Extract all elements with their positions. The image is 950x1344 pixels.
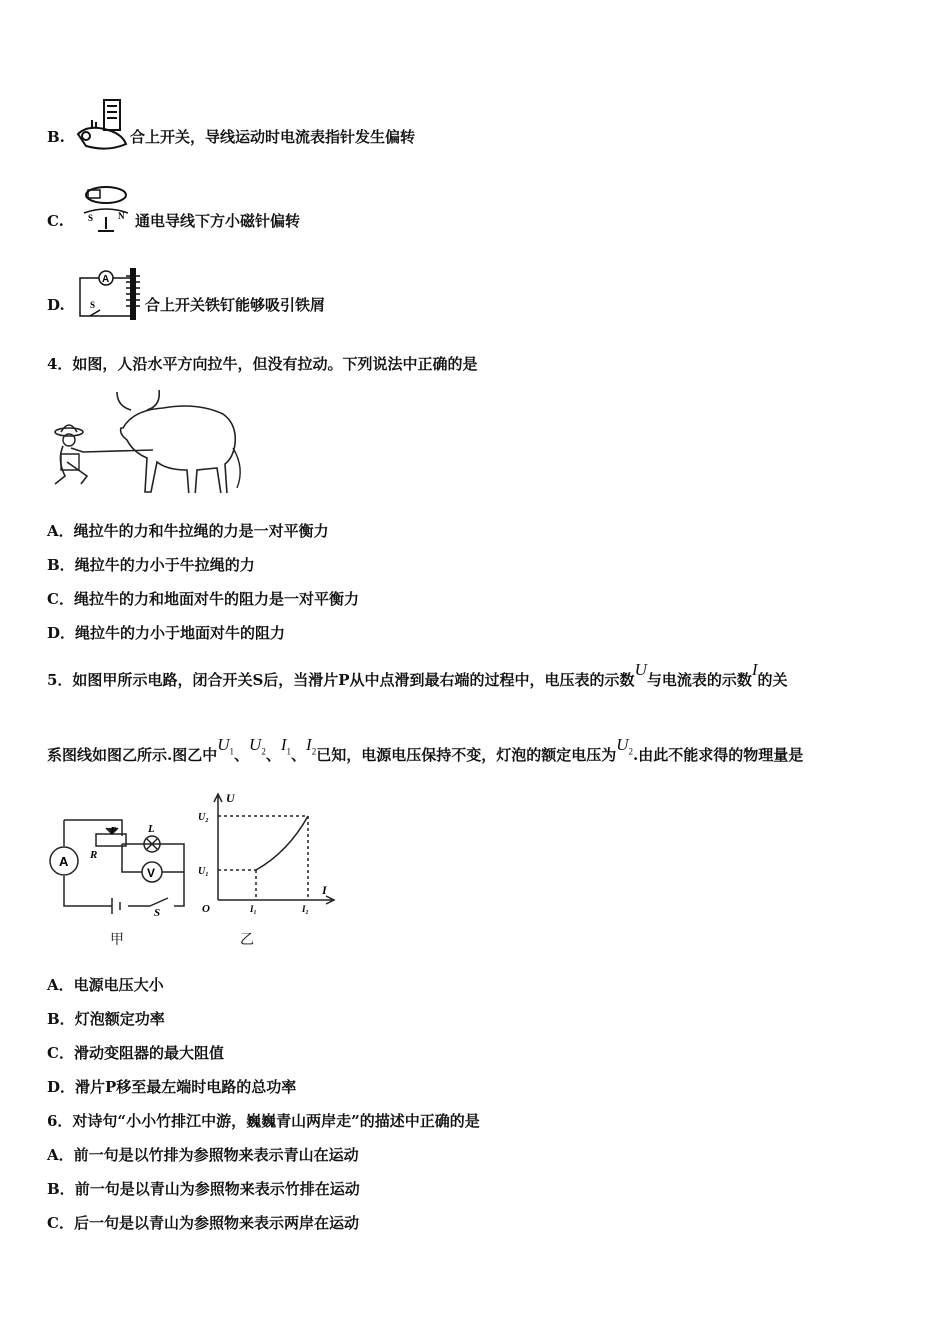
option-label: C. [47,212,64,230]
option-label: A． [47,522,74,540]
symbol-u2-rated: $U_2$ [616,735,633,757]
q5-stem-part: 的关 [757,671,788,689]
option-text: 电源电压大小 [73,976,164,994]
ammeter-label: A [59,854,69,869]
option-label: B． [47,1010,75,1028]
ammeter-label: A [102,274,110,285]
symbol-u: U [634,660,647,679]
q3-option-d-text: 合上开关铁钉能够吸引铁屑 [145,296,326,314]
i1-tick-label: I₁ [250,904,257,914]
option-label: C． [47,1044,74,1062]
q6-option-b [47,1179,360,1199]
switch-label: S [90,300,96,310]
electromagnet-figure [76,266,142,322]
q4-option-d [47,623,285,643]
i2-tick-label: I₂ [302,904,309,914]
q3-option-b-text: 合上开关，导线运动时电流表指针发生偏转 [130,128,416,146]
q5-stem-part: 5．如图甲所示电路，闭合开关S后，当滑片P从中点滑到最右端的过程中，电压表的示数 [47,671,635,689]
u-i-graph-yi [196,788,338,918]
option-text: 前一句是以青山为参照物来表示竹排在运动 [74,1180,360,1198]
q4-stem: 4．如图，人沿水平方向拉牛，但没有拉动。下列说法中正确的是 [47,355,478,373]
caption-jia: 甲 [110,932,124,948]
switch-label: S [154,907,161,918]
option-label: A． [47,1146,74,1164]
generator-figure [72,98,130,150]
symbol-u2: $U_2$ [249,735,266,757]
q5-option-a [47,975,164,995]
option-label: B. [47,128,65,146]
symbol-u1: $U_1$ [217,735,235,757]
q4-option-c [47,589,359,609]
option-text: 灯泡额定功率 [74,1010,165,1028]
option-text: 后一句是以青山为参照物来表示两岸在运动 [73,1214,359,1232]
slider-label: P [110,825,117,837]
q6-option-c [47,1213,359,1233]
option-label: A． [47,976,74,994]
symbol-i1: $I_1$ [280,735,291,757]
option-label: D． [47,1078,76,1096]
q3-option-b [47,127,65,147]
u1-tick-label: U₁ [198,866,209,877]
q5-stem-part: 系图线如图乙所示.图乙中 [47,746,218,764]
q3-option-c [47,211,64,231]
q4-option-a [47,521,329,541]
option-text: 绳拉牛的力小于地面对牛的阻力 [75,624,286,642]
q5-option-d [47,1077,296,1097]
q5-stem-line1 [47,660,788,690]
q6-stem: 6．对诗句“小小竹排江中游，巍巍青山两岸走”的描述中正确的是 [47,1112,480,1130]
option-label: B． [47,556,75,574]
caption-yi: 乙 [240,932,254,948]
option-text: 绳拉牛的力和牛拉绳的力是一对平衡力 [73,522,329,540]
voltmeter-label: V [147,866,156,880]
y-axis-label: U [226,791,235,805]
option-text: 滑片P移至最左端时电路的总功率 [75,1078,297,1096]
q3-option-d [47,295,65,315]
circuit-diagram-jia [44,808,194,918]
lamp-label: L [148,823,155,835]
magnet-s-label: S [88,213,94,223]
option-label: D． [47,624,76,642]
resistor-label: R [90,849,98,861]
separator: 、 [234,746,250,764]
u2-tick-label: U₂ [198,812,209,823]
x-axis-label: I [322,883,327,897]
symbol-i: I [751,660,758,679]
q3-option-c-text: 通电导线下方小磁针偏转 [135,212,301,230]
q4-option-b [47,555,255,575]
option-label: C． [47,1214,74,1232]
man-pulling-ox-figure [47,388,252,493]
separator: 、 [265,746,281,764]
q5-option-b [47,1009,165,1029]
option-text: 前一句是以竹排为参照物来表示青山在运动 [73,1146,359,1164]
q6-option-a [47,1145,359,1165]
option-label: B． [47,1180,75,1198]
option-label: D. [47,296,65,314]
q5-stem-part: .由此不能求得的物理量是 [632,746,804,764]
oersted-figure [74,183,134,239]
option-text: 滑动变阻器的最大阻值 [73,1044,224,1062]
option-text: 绳拉牛的力小于牛拉绳的力 [74,556,255,574]
q5-stem-part: 与电流表的示数 [646,671,752,689]
symbol-i2: $I_2$ [306,735,317,757]
separator: 、 [291,746,307,764]
option-text: 绳拉牛的力和地面对牛的阻力是一对平衡力 [73,590,359,608]
q5-stem-part: 已知，电源电压保持不变，灯泡的额定电压为 [316,746,617,764]
q5-stem-line2 [47,735,804,771]
magnet-n-label: N [118,211,125,221]
origin-label: O [202,903,210,915]
option-label: C． [47,590,74,608]
q5-option-c [47,1043,224,1063]
